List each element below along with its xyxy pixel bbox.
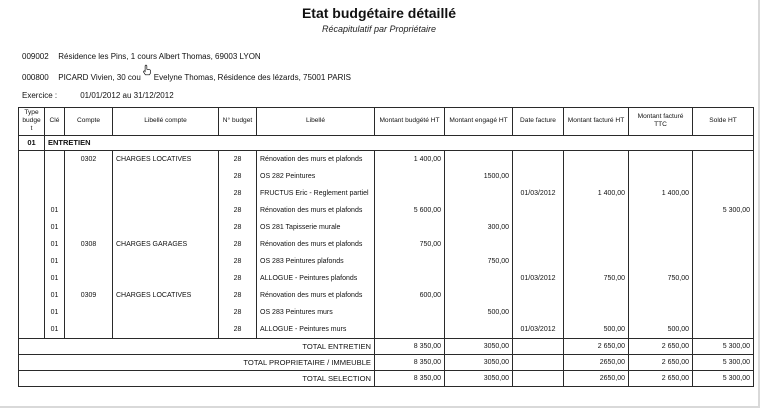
cell-compte: 0309 — [65, 287, 113, 304]
cell-montant-facture-ttc: 1 400,00 — [629, 185, 693, 202]
total-row-2 — [19, 370, 754, 386]
table-row — [19, 321, 754, 339]
table-body — [19, 135, 754, 386]
cell-num-budget: 28 — [219, 253, 257, 270]
total-montant-budgete-ht: 8 350,00 — [375, 354, 445, 370]
cell-montant-facture-ttc — [629, 304, 693, 321]
total-label: TOTAL SELECTION — [19, 370, 375, 386]
cell-cle — [45, 168, 65, 185]
total-solde-ht: 5 300,00 — [693, 338, 754, 354]
cell-solde-ht — [693, 321, 754, 339]
cell-libelle: ALLOGUE - Peintures plafonds — [257, 270, 375, 287]
cell-date-facture — [513, 202, 564, 219]
cell-date-facture — [513, 253, 564, 270]
proprietaire-line — [22, 72, 351, 82]
cell-cle: 01 — [45, 202, 65, 219]
section-label: ENTRETIEN — [45, 135, 754, 150]
cell-montant-facture-ht — [564, 287, 629, 304]
cell-type-budget — [19, 287, 45, 304]
col-header-montant-budgete-ht: Montant budgété HT — [375, 108, 445, 136]
cell-montant-engage-ht — [445, 150, 513, 168]
cell-date-facture — [513, 219, 564, 236]
table-row — [19, 287, 754, 304]
cell-montant-budgete-ht: 750,00 — [375, 236, 445, 253]
cell-libelle-compte: CHARGES LOCATIVES — [113, 287, 219, 304]
proprietaire-code: 000800 — [22, 73, 49, 82]
cell-libelle: OS 282 Peintures — [257, 168, 375, 185]
cell-type-budget — [19, 270, 45, 287]
cell-libelle: OS 283 Peintures murs — [257, 304, 375, 321]
total-montant-budgete-ht: 8 350,00 — [375, 370, 445, 386]
col-header-montant-facture-ttc: Montant facturé TTC — [629, 108, 693, 136]
cell-num-budget: 28 — [219, 321, 257, 339]
page-subtitle: Récapitulatif par Propriétaire — [321, 24, 437, 34]
table-row — [19, 219, 754, 236]
cell-libelle: OS 281 Tapisserie murale — [257, 219, 375, 236]
cell-libelle-compte — [113, 321, 219, 339]
cell-solde-ht — [693, 150, 754, 168]
cell-solde-ht — [693, 236, 754, 253]
cell-libelle-compte — [113, 219, 219, 236]
cell-compte: 0302 — [65, 150, 113, 168]
total-montant-facture-ttc: 2 650,00 — [629, 338, 693, 354]
total-date-facture — [513, 338, 564, 354]
cell-montant-budgete-ht: 1 400,00 — [375, 150, 445, 168]
cell-montant-engage-ht — [445, 202, 513, 219]
cell-compte — [65, 168, 113, 185]
total-montant-budgete-ht: 8 350,00 — [375, 338, 445, 354]
section-row — [19, 135, 754, 150]
table-row — [19, 202, 754, 219]
cell-montant-engage-ht: 300,00 — [445, 219, 513, 236]
cell-date-facture — [513, 150, 564, 168]
cell-montant-facture-ht — [564, 150, 629, 168]
cell-solde-ht — [693, 287, 754, 304]
proprietaire-label-after: Evelyne Thomas, Résidence des lézards, 75001 PARIS — [153, 73, 351, 82]
proprietaire-label-before: PICARD Vivien, 30 cou — [58, 73, 141, 82]
total-date-facture — [513, 354, 564, 370]
cell-libelle: OS 283 Peintures plafonds — [257, 253, 375, 270]
cell-montant-budgete-ht — [375, 321, 445, 339]
col-header-cle: Clé — [45, 108, 65, 136]
cell-cle: 01 — [45, 321, 65, 339]
cell-type-budget — [19, 304, 45, 321]
cell-num-budget: 28 — [219, 236, 257, 253]
total-montant-facture-ht: 2650,00 — [564, 354, 629, 370]
cell-type-budget — [19, 321, 45, 339]
cell-montant-facture-ht — [564, 202, 629, 219]
cell-cle: 01 — [45, 304, 65, 321]
cell-montant-budgete-ht: 600,00 — [375, 287, 445, 304]
cell-libelle-compte — [113, 253, 219, 270]
cell-num-budget: 28 — [219, 202, 257, 219]
cell-solde-ht — [693, 219, 754, 236]
cell-montant-facture-ttc — [629, 150, 693, 168]
cell-date-facture — [513, 304, 564, 321]
cell-num-budget: 28 — [219, 168, 257, 185]
exercice-line — [22, 91, 174, 100]
cell-montant-facture-ht: 500,00 — [564, 321, 629, 339]
total-montant-engage-ht: 3050,00 — [445, 370, 513, 386]
total-row-1 — [19, 354, 754, 370]
cell-montant-facture-ht — [564, 236, 629, 253]
cell-montant-engage-ht: 500,00 — [445, 304, 513, 321]
table-row — [19, 168, 754, 185]
cell-solde-ht — [693, 253, 754, 270]
cell-libelle-compte — [113, 202, 219, 219]
cell-montant-facture-ttc — [629, 287, 693, 304]
cell-montant-budgete-ht — [375, 253, 445, 270]
cell-libelle-compte — [113, 185, 219, 202]
cell-compte — [65, 304, 113, 321]
table-row — [19, 150, 754, 168]
page-title: Etat budgétaire détaillé — [301, 5, 457, 21]
cell-type-budget — [19, 253, 45, 270]
cell-cle — [45, 150, 65, 168]
cell-montant-facture-ht — [564, 304, 629, 321]
immeuble-line — [22, 52, 261, 61]
total-solde-ht: 5 300,00 — [693, 370, 754, 386]
exercice-value: 01/01/2012 au 31/12/2012 — [80, 91, 174, 100]
cell-montant-facture-ttc — [629, 202, 693, 219]
cell-montant-budgete-ht: 5 600,00 — [375, 202, 445, 219]
total-label: TOTAL ENTRETIEN — [19, 338, 375, 354]
table-row — [19, 185, 754, 202]
cell-date-facture — [513, 287, 564, 304]
cell-type-budget — [19, 150, 45, 168]
cell-type-budget — [19, 236, 45, 253]
cell-num-budget: 28 — [219, 304, 257, 321]
cell-date-facture: 01/03/2012 — [513, 270, 564, 287]
cell-date-facture — [513, 236, 564, 253]
col-header-libelle: Libellé — [257, 108, 375, 136]
cell-cle: 01 — [45, 253, 65, 270]
cell-cle: 01 — [45, 236, 65, 253]
cell-type-budget — [19, 219, 45, 236]
immeuble-code: 009002 — [22, 52, 49, 61]
cell-compte — [65, 219, 113, 236]
cell-num-budget: 28 — [219, 150, 257, 168]
col-header-num-budget: N° budget — [219, 108, 257, 136]
cell-montant-facture-ht: 1 400,00 — [564, 185, 629, 202]
cell-libelle: ALLOGUE - Peintures murs — [257, 321, 375, 339]
col-header-compte: Compte — [65, 108, 113, 136]
cell-montant-budgete-ht — [375, 168, 445, 185]
cell-montant-budgete-ht — [375, 219, 445, 236]
cell-montant-budgete-ht — [375, 185, 445, 202]
cell-type-budget — [19, 202, 45, 219]
cell-montant-facture-ttc — [629, 219, 693, 236]
cell-libelle: Rénovation des murs et plafonds — [257, 236, 375, 253]
total-montant-engage-ht: 3050,00 — [445, 338, 513, 354]
cell-montant-budgete-ht — [375, 304, 445, 321]
cell-montant-engage-ht — [445, 236, 513, 253]
cell-compte — [65, 202, 113, 219]
cell-libelle-compte: CHARGES LOCATIVES — [113, 150, 219, 168]
table-row — [19, 236, 754, 253]
col-header-libelle-compte: Libellé compte — [113, 108, 219, 136]
cell-montant-facture-ttc — [629, 236, 693, 253]
total-montant-facture-ht: 2650,00 — [564, 370, 629, 386]
exercice-label: Exercice : — [22, 91, 58, 100]
cell-compte — [65, 321, 113, 339]
cell-libelle-compte — [113, 304, 219, 321]
cell-libelle-compte — [113, 168, 219, 185]
cell-compte — [65, 185, 113, 202]
table-row — [19, 270, 754, 287]
table-row — [19, 253, 754, 270]
cell-cle: 01 — [45, 287, 65, 304]
cell-montant-facture-ttc: 750,00 — [629, 270, 693, 287]
cell-libelle: Rénovation des murs et plafonds — [257, 202, 375, 219]
cell-date-facture: 01/03/2012 — [513, 321, 564, 339]
cell-montant-facture-ht — [564, 219, 629, 236]
cell-libelle: FRUCTUS Eric - Reglement partiel — [257, 185, 375, 202]
col-header-date-facture: Date facture — [513, 108, 564, 136]
cell-montant-facture-ttc: 500,00 — [629, 321, 693, 339]
section-type-budget: 01 — [19, 135, 45, 150]
cell-libelle-compte: CHARGES GARAGES — [113, 236, 219, 253]
cell-date-facture: 01/03/2012 — [513, 185, 564, 202]
total-montant-facture-ttc: 2 650,00 — [629, 354, 693, 370]
cell-libelle: Rénovation des murs et plafonds — [257, 287, 375, 304]
cell-montant-facture-ht: 750,00 — [564, 270, 629, 287]
cell-montant-engage-ht — [445, 185, 513, 202]
cell-libelle: Rénovation des murs et plafonds — [257, 150, 375, 168]
col-header-solde-ht: Solde HT — [693, 108, 754, 136]
col-header-montant-engage-ht: Montant engagé HT — [445, 108, 513, 136]
cell-cle: 01 — [45, 270, 65, 287]
col-header-type-budget: Type budget — [19, 108, 45, 136]
cell-montant-engage-ht: 750,00 — [445, 253, 513, 270]
cell-montant-facture-ht — [564, 168, 629, 185]
cell-montant-engage-ht — [445, 287, 513, 304]
cell-montant-engage-ht — [445, 321, 513, 339]
cell-solde-ht: 5 300,00 — [693, 202, 754, 219]
cell-libelle-compte — [113, 270, 219, 287]
cell-cle — [45, 185, 65, 202]
cell-solde-ht — [693, 168, 754, 185]
cell-num-budget: 28 — [219, 270, 257, 287]
table-row — [19, 304, 754, 321]
cell-solde-ht — [693, 270, 754, 287]
cell-type-budget — [19, 168, 45, 185]
cell-montant-facture-ht — [564, 253, 629, 270]
budget-table — [18, 107, 754, 387]
immeuble-label: Résidence les Pins, 1 cours Albert Thomas, 69003 LYON — [58, 52, 261, 61]
cell-montant-budgete-ht — [375, 270, 445, 287]
cell-solde-ht — [693, 185, 754, 202]
cell-cle: 01 — [45, 219, 65, 236]
total-date-facture — [513, 370, 564, 386]
cell-montant-facture-ttc — [629, 253, 693, 270]
cell-montant-engage-ht: 1500,00 — [445, 168, 513, 185]
total-solde-ht: 5 300,00 — [693, 354, 754, 370]
cell-date-facture — [513, 168, 564, 185]
cell-compte — [65, 270, 113, 287]
col-header-montant-facture-ht: Montant facturé HT — [564, 108, 629, 136]
hand-cursor-icon — [141, 72, 154, 80]
total-montant-engage-ht: 3050,00 — [445, 354, 513, 370]
total-montant-facture-ht: 2 650,00 — [564, 338, 629, 354]
cell-compte — [65, 253, 113, 270]
total-label: TOTAL PROPRIETAIRE / IMMEUBLE — [19, 354, 375, 370]
cell-montant-facture-ttc — [629, 168, 693, 185]
cell-montant-engage-ht — [445, 270, 513, 287]
cell-num-budget: 28 — [219, 219, 257, 236]
table-header — [19, 108, 754, 136]
total-montant-facture-ttc: 2 650,00 — [629, 370, 693, 386]
cell-type-budget — [19, 185, 45, 202]
total-row-0 — [19, 338, 754, 354]
cell-num-budget: 28 — [219, 287, 257, 304]
cell-num-budget: 28 — [219, 185, 257, 202]
cell-compte: 0308 — [65, 236, 113, 253]
cell-solde-ht — [693, 304, 754, 321]
